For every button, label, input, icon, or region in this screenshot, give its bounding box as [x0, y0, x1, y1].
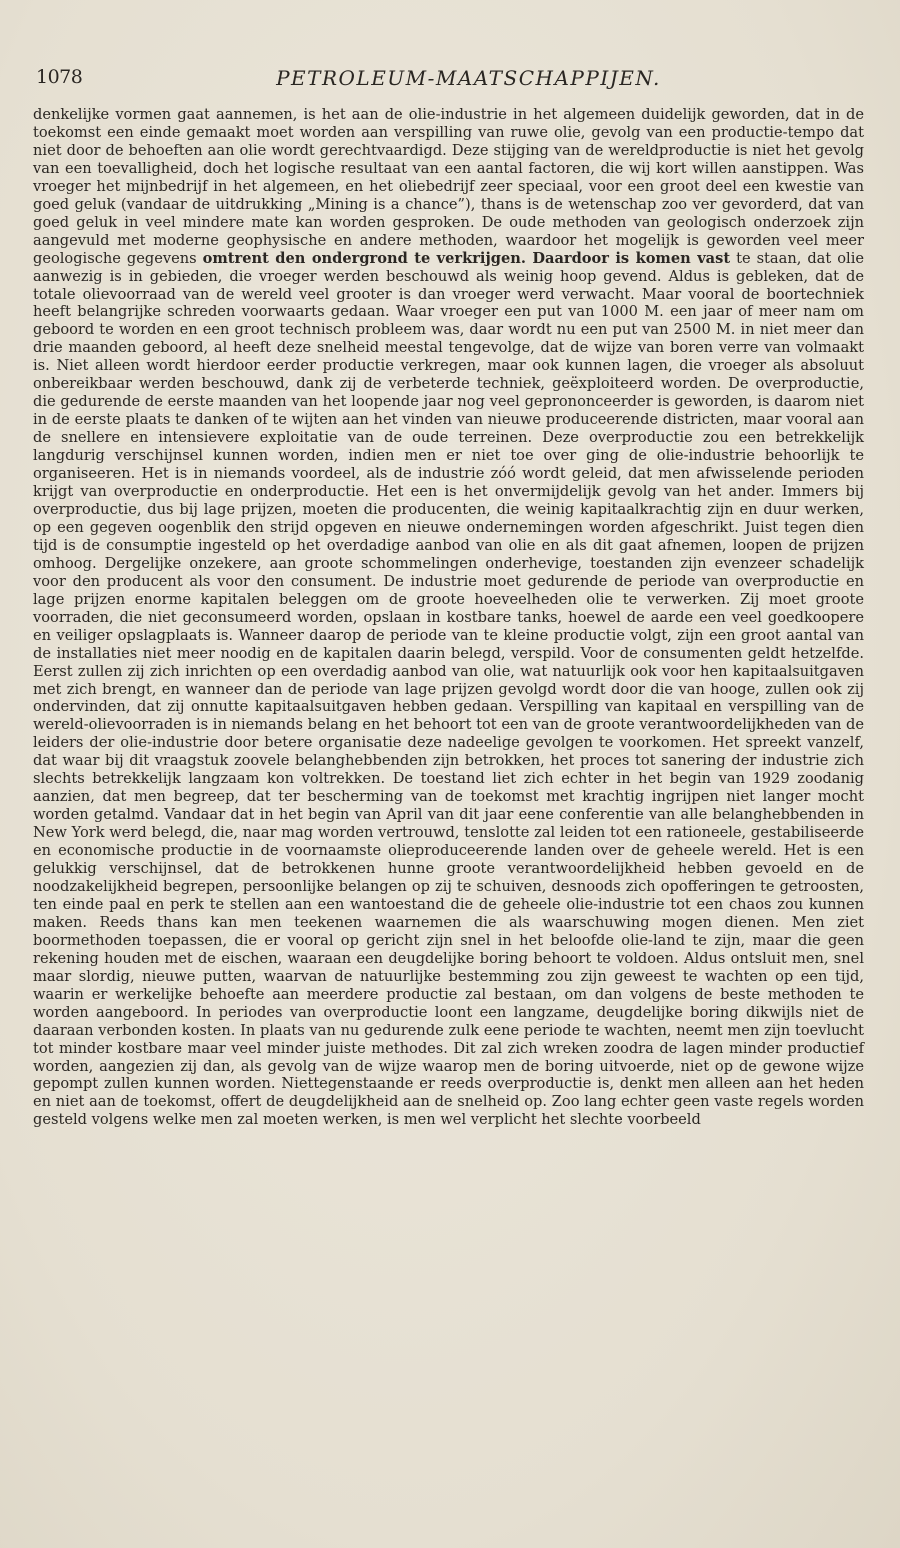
body-paragraph	[33, 106, 864, 1129]
body-text-bold: omtrent den ondergrond te verkrijgen. Daardoor is komen vast	[202, 249, 731, 267]
page-number: 1078	[36, 66, 83, 88]
running-title: PETROLEUM-MAATSCHAPPIJEN.	[276, 66, 661, 90]
body-text-part-2: te staan, dat olie aanwezig is in gebieden, die vroeger werden beschouwd als weinig hoop gevend. Aldus is gebleken, dat de totale olievoorraad van de wereld veel grooter is dan vroeger werd verwacht. Maar vooral de boortechniek heeft belangrijke schreden voorwaarts gedaan. Waar vroeger een put van 1000 M. een jaar of meer nam om geboord te worden en een groot technisch probleem was, daar wordt nu een put van 2500 M. in niet meer dan drie maanden geboord, al heeft deze snelheid meestal tengevolge, dat de wijze van boren verre van volmaakt is. Niet alleen wordt hierdoor eerder productie verkregen, maar ook kunnen lagen, die vroeger als absoluut onbereikbaar werden beschouwd, dank zij de verbeterde techniek, geëxploiteerd worden. De overproductie, die gedurende de eerste maanden van het loopende jaar nog veel geprononceerder is geworden, is daarom niet in de eerste plaats te danken of te wijten aan het vinden van nieuwe produceerende districten, maar vooral aan de snellere en intensievere exploitatie van de oude terreinen. Deze overproductie zou een betrekkelijk langdurig verschijnsel kunnen worden, indien men er niet toe over ging de olie-industrie behoorlijk te organiseeren. Het is in niemands voordeel, als de industrie zóó wordt geleid, dat men afwisselende perioden krijgt van overproductie en onderproductie. Het een is het onvermijdelijk gevolg van het ander. Immers bij overproductie, dus bij lage prijzen, moeten die producenten, die weinig kapitaalkrachtig zijn en duur werken, op een gegeven oogenblik den strijd opgeven en nieuwe ondernemingen worden afgeschrikt. Juist tegen dien tijd is de consumptie ingesteld op het overdadige aanbod van olie en als dit gaat afnemen, loopen de prijzen omhoog. Dergelijke onzekere, aan groote schommelingen onderhevige, toestanden zijn evenzeer schadelijk voor den producent als voor den consument. De industrie moet gedurende de periode van overproductie en lage prijzen enorme kapitalen beleggen om de groote hoeveelheden olie te verwerken. Zij moet groote voorraden, die niet geconsumeerd worden, opslaan in kostbare tanks, hoewel de aarde een veel goedkoopere en veiliger opslagplaats is. Wanneer daarop de periode van te kleine productie volgt, zijn een groot aantal van de installaties niet meer noodig en de kapitalen daarin belegd, verspild. Voor de consumenten geldt hetzelfde. Eerst zullen zij zich inrichten op een overdadig aanbod van olie, wat natuurlijk ook voor hen kapitaalsuitgaven met zich brengt, en wanneer dan de periode van lage prijzen gevolgd wordt door die van hooge, zullen ook zij ondervinden, dat zij onnutte kapitaalsuitgaven hebben gedaan. Verspilling van kapitaal en verspilling van de wereld-olievoorraden is in niemands belang en het behoort tot een van de groote verantwoordelijkheden van de leiders der olie-industrie door betere organisatie deze nadeelige gevolgen te voorkomen. Het spreekt vanzelf, dat waar bij dit vraagstuk zoovele belanghebbenden zijn betrokken, het proces tot sanering der industrie zich slechts betrekkelijk langzaam kon voltrekken. De toestand liet zich echter in het begin van 1929 zoodanig aanzien, dat men begreep, dat ter bescherming van de toekomst met krachtig ingrijpen niet langer mocht worden getalmd. Vandaar dat in het begin van April van dit jaar eene conferentie van alle belanghebbenden in New York werd belegd, die, naar mag worden vertrouwd, tenslotte zal leiden tot een rationeele, gestabiliseerde en economische productie in de voornaamste olieproduceerende landen over de geheele wereld. Het is een gelukkig verschijnsel, dat de betrokkenen hunne groote verantwoordelijkheid hebben gevoeld en de noodzakelijkheid begrepen, persoonlijke belangen op zij te schuiven, desnoods zich opofferingen te getroosten, ten einde paal en perk te stellen aan een wantoestand die de geheele olie-industrie tot een chaos zou kunnen maken. Reeds thans kan men teekenen waarnemen die als waarschuwing mogen dienen. Men ziet boormethoden toepassen, die er vooral op gericht zijn snel in het beloofde olie-land te zijn, maar die geen rekening houden met de eischen, waaraan een deugdelijke boring behoort te voldoen. Aldus ontsluit men, snel maar slordig, nieuwe putten, waarvan de natuurlijke bestemming zou zijn geweest te wachten op een tijd, waarin er werkelijke behoefte aan meerdere productie zal bestaan, om dan volgens de beste methoden te worden aangeboord. In periodes van overproductie loont een langzame, deugdelijke boring dikwijls niet de daaraan verbonden kosten. In plaats van nu gedurende zulk eene periode te wachten, neemt men zijn toevlucht tot minder kostbare maar veel minder juiste methodes. Dit zal zich wreken zoodra de lagen minder productief worden, aangezien zij dan, als gevolg van de wijze waarop men de boring uitvoerde, niet op de gewone wijze gepompt zullen kunnen worden. Niettegenstaande er reeds overproductie is, denkt men alleen aan het heden en niet aan de toekomst, offert de deugdelijkheid aan de snelheid op. Zoo lang echter geen vaste regels worden gesteld volgens welke men zal moeten werken, is men wel verplicht het slechte voorbeeld	[33, 249, 864, 1129]
page-header	[33, 66, 864, 96]
body-text-part-1: denkelijke vormen gaat aannemen, is het aan de olie-industrie in het algemeen duidelijk geworden, dat in de toekomst een einde gemaakt moet worden aan verspilling van ruwe olie, gevolg van een productie-tempo dat niet door de behoeften aan olie wordt gerechtvaardigd. Deze stijging van de wereldproductie is niet het gevolg van een toevalligheid, doch het logische resultaat van een aantal factoren, die wij kort willen aanstippen. Was vroeger het mijnbedrijf in het algemeen, en het oliebedrijf zeer speciaal, voor een groot deel een kwestie van goed geluk (vandaar de uitdrukking „Mining is a chance”), thans is de wetenschap zoo ver gevorderd, dat van goed geluk in veel mindere mate kan worden gesproken. De oude methoden van geologisch onderzoek zijn aangevuld met moderne geophysische en andere methoden, waardoor het mogelijk is geworden veel meer geologische gegevens	[33, 106, 864, 267]
